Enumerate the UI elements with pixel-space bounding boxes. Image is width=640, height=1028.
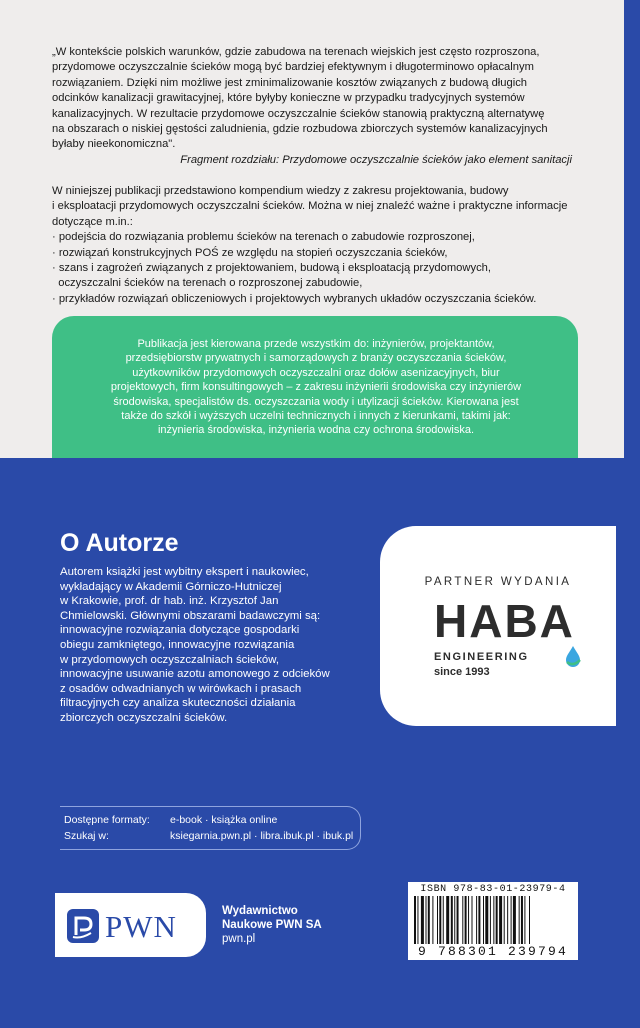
barcode-bar	[421, 896, 424, 944]
audience-line: także do szkół i wyższych uczelni technicznych i innych z kierunkami, takimi jak:	[121, 410, 511, 423]
barcode-bar	[432, 896, 433, 944]
intro-line: dotyczące m.in.:	[52, 215, 133, 228]
barcode-bar	[468, 896, 469, 944]
formats-box	[60, 806, 361, 850]
audience-line: środowiska, specjalistów ds. oczyszczania wody i utylizacji ścieków. Kierowana jest	[113, 395, 519, 408]
barcode-bar	[437, 896, 438, 944]
author-heading: O Autorze	[60, 529, 179, 557]
barcode-bar	[504, 896, 505, 944]
barcode-bar	[476, 896, 477, 944]
search-value: ksiegarnia.pwn.pl · libra.ibuk.pl · ibuk.pl	[170, 830, 354, 842]
pwn-logo-word: PWN	[105, 909, 177, 944]
barcode-bar	[446, 896, 449, 944]
publisher-line: Naukowe PWN SA	[222, 919, 322, 932]
formats-value: e-book · książka online	[170, 814, 278, 826]
intro-line: W niniejszej publikacji przedstawiono kompendium wiedzy z zakresu projektowania, budowy	[52, 185, 509, 197]
barcode-bar	[513, 896, 516, 944]
author-line: z osadów odwadnianych w wirówkach i prasach	[60, 682, 302, 695]
formats-label: Dostępne formaty:	[64, 814, 150, 826]
barcode-bar	[439, 896, 441, 944]
isbn-text: ISBN 978-83-01-23979-4	[420, 884, 566, 895]
barcode-bar	[511, 896, 512, 944]
haba-logo-subtitle: ENGINEERING	[434, 651, 529, 663]
quote-block	[52, 45, 572, 168]
topics-list	[52, 230, 582, 307]
list-item: · przykładów rozwiązań obliczeniowych i projektowych wybranych układów oczyszczania ścieków.	[52, 292, 537, 305]
barcode-bar	[414, 896, 416, 944]
quote-line: odcinków kanalizacji grawitacyjnej, które byłyby konieczne w przypadku tradycyjnych systemów	[52, 92, 525, 105]
partner-label: PARTNER WYDANIA	[424, 576, 572, 588]
audience-line: przedsiębiorstw prywatnych i samorządowych z branży oczyszczania ścieków,	[125, 352, 507, 365]
quote-caption: Fragment rozdziału: Przydomowe oczyszczalnie ścieków jako element sanitacji	[180, 153, 572, 166]
barcode-bar	[483, 896, 484, 944]
author-line: w przydomowych oczyszczalniach ścieków,	[60, 653, 280, 666]
audience-line: inżynieria środowiska, inżynieria wodna czy ochrona środowiska.	[157, 424, 475, 437]
author-line: wykładający w Akademii Górniczo-Hutniczej	[60, 580, 282, 593]
water-drop-icon	[563, 644, 583, 668]
barcode-bar	[529, 896, 530, 944]
haba-logo-word: HABA	[434, 595, 575, 647]
barcode-bar	[496, 896, 498, 944]
audience-line: Publikacja jest kierowana przede wszystkim do: inżynierów, projektantów,	[137, 338, 495, 350]
audience-line: projektowych, firm konsultingowych – z zakresu inżynierii środowiska czy inżynierów	[110, 381, 522, 394]
barcode-bar	[454, 896, 455, 944]
barcode-bar	[417, 896, 418, 944]
audience-text	[60, 337, 572, 438]
barcode-bar	[507, 896, 508, 944]
author-bio	[60, 565, 360, 726]
author-line: innowacyjne rozwiązania dotyczące gospodarki	[60, 624, 300, 637]
barcode-bar	[426, 896, 427, 944]
barcode-bar	[521, 896, 523, 944]
barcode-bar	[472, 896, 473, 944]
barcode-bar	[451, 896, 453, 944]
pwn-mark-icon	[67, 909, 99, 943]
barcode	[408, 882, 578, 960]
barcode-bar	[490, 896, 491, 944]
publisher-line: Wydawnictwo	[222, 905, 298, 917]
author-line: Chmielowski. Głównymi obszarami badawczymi są:	[60, 609, 321, 622]
list-item: · rozwiązań konstrukcyjnych POŚ ze względu na stopień oczyszczania ścieków,	[52, 246, 448, 259]
barcode-bars	[414, 896, 572, 944]
search-label: Szukaj w:	[64, 830, 109, 842]
list-item: oczyszczalni ścieków na terenach o rozproszonej zabudowie,	[52, 277, 363, 290]
author-line: zbiorczych oczyszczalni ścieków.	[60, 711, 228, 724]
quote-line: „W kontekście polskich warunków, gdzie zabudowa na terenach wiejskich jest często rozproszona,	[52, 46, 540, 58]
barcode-bar	[499, 896, 502, 944]
barcode-bar	[519, 896, 520, 944]
barcode-bar	[493, 896, 494, 944]
list-item: · podejścia do rozwiązania problemu ścieków na terenach o zabudowie rozproszonej,	[52, 231, 475, 244]
intro-block	[52, 184, 582, 307]
author-line: filtracyjnych czy analiza skuteczności działania	[60, 697, 296, 710]
barcode-bar	[457, 896, 459, 944]
barcode-digits: 9 788301 239794	[417, 944, 569, 959]
barcode-bar	[462, 896, 463, 944]
barcode-bar	[443, 896, 444, 944]
quote-line: kanalizacyjnych. W rezultacie przydomowe oczyszczalnie ścieków stanowią praktyczną alternatywę	[52, 107, 545, 120]
quote-line: rozwiązaniem. Dzięki nim możliwe jest zminimalizowanie kosztów związanych z budową długich	[52, 76, 528, 89]
author-line: obiegu zamkniętego, innowacyjne rozwiązania	[60, 638, 295, 651]
spine-edge	[624, 0, 640, 1028]
quote-line: na obszarach o niskiej gęstości zaludnienia, gdzie rozbudowa zbiorczych systemów kanalizacyjnych	[52, 123, 548, 136]
audience-line: użytkowników przydomowych oczyszczalni oraz dołów asenizacyjnych, biur	[132, 366, 500, 379]
quote-line: przydomowe oczyszczalnie ścieków mogą być bardziej efektywnym i długoterminowo opłacalnym	[52, 61, 534, 74]
haba-logo-since: since 1993	[434, 666, 490, 678]
publisher-url: pwn.pl	[222, 933, 256, 946]
barcode-bar	[478, 896, 480, 944]
intro-line: i eksploatacji przydomowych oczyszczalni ścieków. Można w niej znaleźć ważne i praktyczne informacje	[52, 200, 568, 213]
barcode-bar	[524, 896, 525, 944]
barcode-bar	[428, 896, 430, 944]
barcode-bar	[465, 896, 467, 944]
barcode-bar	[485, 896, 488, 944]
publisher-info	[222, 904, 322, 947]
author-line: w Krakowie, prof. dr hab. inż. Krzysztof Jan	[60, 595, 279, 608]
list-item: · szans i zagrożeń związanych z projektowaniem, budową i eksploatacją przydomowych,	[52, 262, 492, 275]
author-line: Autorem książki jest wybitny ekspert i naukowiec,	[60, 566, 309, 578]
author-line: innowacyjne usuwanie azotu amonowego z odcieków	[60, 668, 330, 681]
quote-line: byłaby nieekonomiczna".	[52, 138, 176, 151]
partner-card	[380, 526, 616, 726]
pwn-logo	[55, 893, 206, 957]
